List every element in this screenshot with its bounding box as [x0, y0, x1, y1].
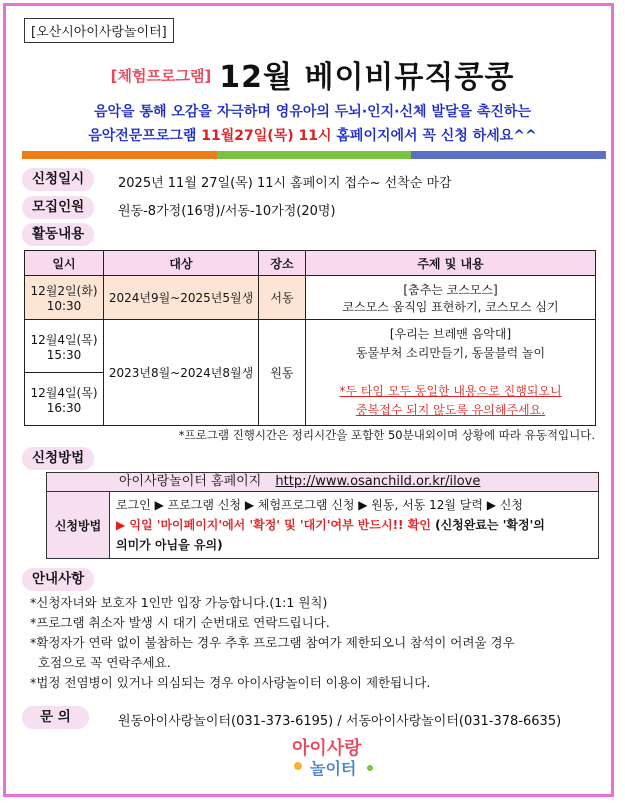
row2-date-time: 15:30: [46, 347, 82, 362]
logo-text-top: 아이사랑: [292, 738, 362, 759]
row1-content-desc: 코스모스 움직임 표현하기, 코스모스 심기: [342, 299, 559, 314]
row1-date-time: 10:30: [46, 299, 82, 313]
subtitle-text-after: 홈페이지에서 꼭 신청 하세요^^: [331, 128, 537, 144]
row3-date: [25, 373, 104, 426]
title-prefix: [체험프로그램]: [110, 67, 212, 85]
table-row: [25, 320, 596, 373]
method-confirm-note: (신청완료는 '확정'의: [430, 518, 545, 532]
subtitle-line2: [0, 125, 625, 145]
row1-target: 2024년9월~2025년5월생: [104, 276, 259, 320]
method-label: 신청방법: [47, 492, 110, 558]
th-content: 주제 및 내용: [306, 251, 596, 276]
apply-date-value: 2025년 11월 27일(목) 11시 홈페이지 접수~ 선착순 마감: [118, 176, 452, 191]
logo-graphic: [290, 736, 380, 784]
row2-date: [25, 320, 104, 373]
row1-place: 서동: [259, 276, 306, 320]
contact-value: 원동아이사랑놀이터(031-373-6195) / 서동아이사랑놀이터(031-378-6635): [118, 714, 562, 729]
info-item: 호점으로 꼭 연락주세요.: [38, 655, 171, 670]
shared-place: 원동: [259, 320, 306, 426]
homepage-link[interactable]: http://www.osanchild.or.kr/ilove: [275, 474, 481, 489]
subtitle-text: 음악전문프로그램: [88, 128, 202, 144]
table-note: *프로그램 진행시간은 정리시간을 포함한 50분내외이며 상황에 따라 유동적입니다.: [178, 428, 595, 442]
link-row: [46, 472, 599, 492]
info-label: 안내사항: [22, 568, 94, 591]
method-confirm-note2: 의미가 아님을 유의): [116, 538, 223, 552]
row1-date-day: 12월2일(화): [30, 284, 98, 298]
row3-date-day: 12월4일(목): [30, 385, 98, 400]
warning-line2: 중복접수 되지 않도록 유의해주세요.: [355, 403, 546, 417]
table-row: [25, 276, 596, 320]
recruit-label: 모집인원: [22, 196, 94, 219]
org-label: [오산시아이사랑놀이터]: [24, 18, 174, 43]
row1-content: [306, 276, 596, 320]
shared-content: [306, 320, 596, 426]
method-box: [46, 491, 599, 559]
row3-date-time: 16:30: [46, 400, 82, 415]
schedule-table: [24, 250, 596, 426]
method-section-label: 신청방법: [22, 447, 94, 470]
th-place: 장소: [259, 251, 306, 276]
info-list: [30, 593, 515, 693]
info-item: *프로그램 취소자 발생 시 대기 순번대로 연락드립니다.: [30, 615, 330, 630]
logo-text-bottom: 놀이터: [310, 759, 357, 778]
method-text: [110, 492, 551, 558]
apply-date-label: 신청일시: [22, 168, 94, 191]
recruit-value: 원동-8가정(16명)/서동-10가정(20명): [118, 204, 336, 219]
title-main: 12월 베이비뮤직콩콩: [219, 60, 515, 95]
row1-date: [25, 276, 104, 320]
info-item: *법정 전염병이 있거나 의심되는 경우 아이사랑놀이터 이용이 제한됩니다.: [30, 675, 431, 690]
activity-label: 활동내용: [22, 223, 94, 246]
subtitle-line1: 음악을 통해 오감을 자극하며 영유아의 두뇌·인지·신체 발달을 촉진하는: [94, 104, 531, 120]
color-bar-orange: [22, 151, 217, 159]
color-bar: [22, 151, 606, 159]
color-bar-blue: [411, 151, 606, 159]
subtitle-date: 11월27일(목) 11시: [201, 128, 332, 144]
th-target: 대상: [104, 251, 259, 276]
method-confirm: ▶ 익일 '마이페이지'에서 '확정' 및 '대기'여부 반드시!! 확인: [116, 518, 431, 532]
page-title: [0, 52, 625, 96]
method-steps: 로그인 ▶ 프로그램 신청 ▶ 체험프로그램 신청 ▶ 원동, 서동 12월 달력 ▶ 신청: [116, 498, 523, 512]
info-item: *확정자가 연락 없이 불참하는 경우 추후 프로그램 참여가 제한되오니 참석이 어려울 경우: [30, 635, 515, 650]
color-bar-green: [217, 151, 412, 159]
row1-content-title: [춤추는 코스모스]: [403, 282, 498, 297]
row2-content-desc: 동물부처 소리만들기, 동물블럭 놀이: [355, 346, 546, 360]
table-header-row: [25, 251, 596, 276]
logo: [290, 736, 380, 784]
warning-line1: *두 타임 모두 동일한 내용으로 진행되오니: [339, 384, 562, 398]
row2-date-day: 12월4일(목): [30, 332, 98, 347]
info-item: *신청자녀와 보호자 1인만 입장 가능합니다.(1:1 원칙): [30, 595, 328, 610]
contact-label: 문 의: [22, 706, 89, 729]
link-site: 아이사랑놀이터 홈페이지: [119, 474, 262, 489]
th-date: 일시: [25, 251, 104, 276]
row2-content-title: [우리는 브레맨 음악대]: [389, 327, 512, 341]
shared-target: 2023년8월~2024년8월생: [104, 320, 259, 426]
